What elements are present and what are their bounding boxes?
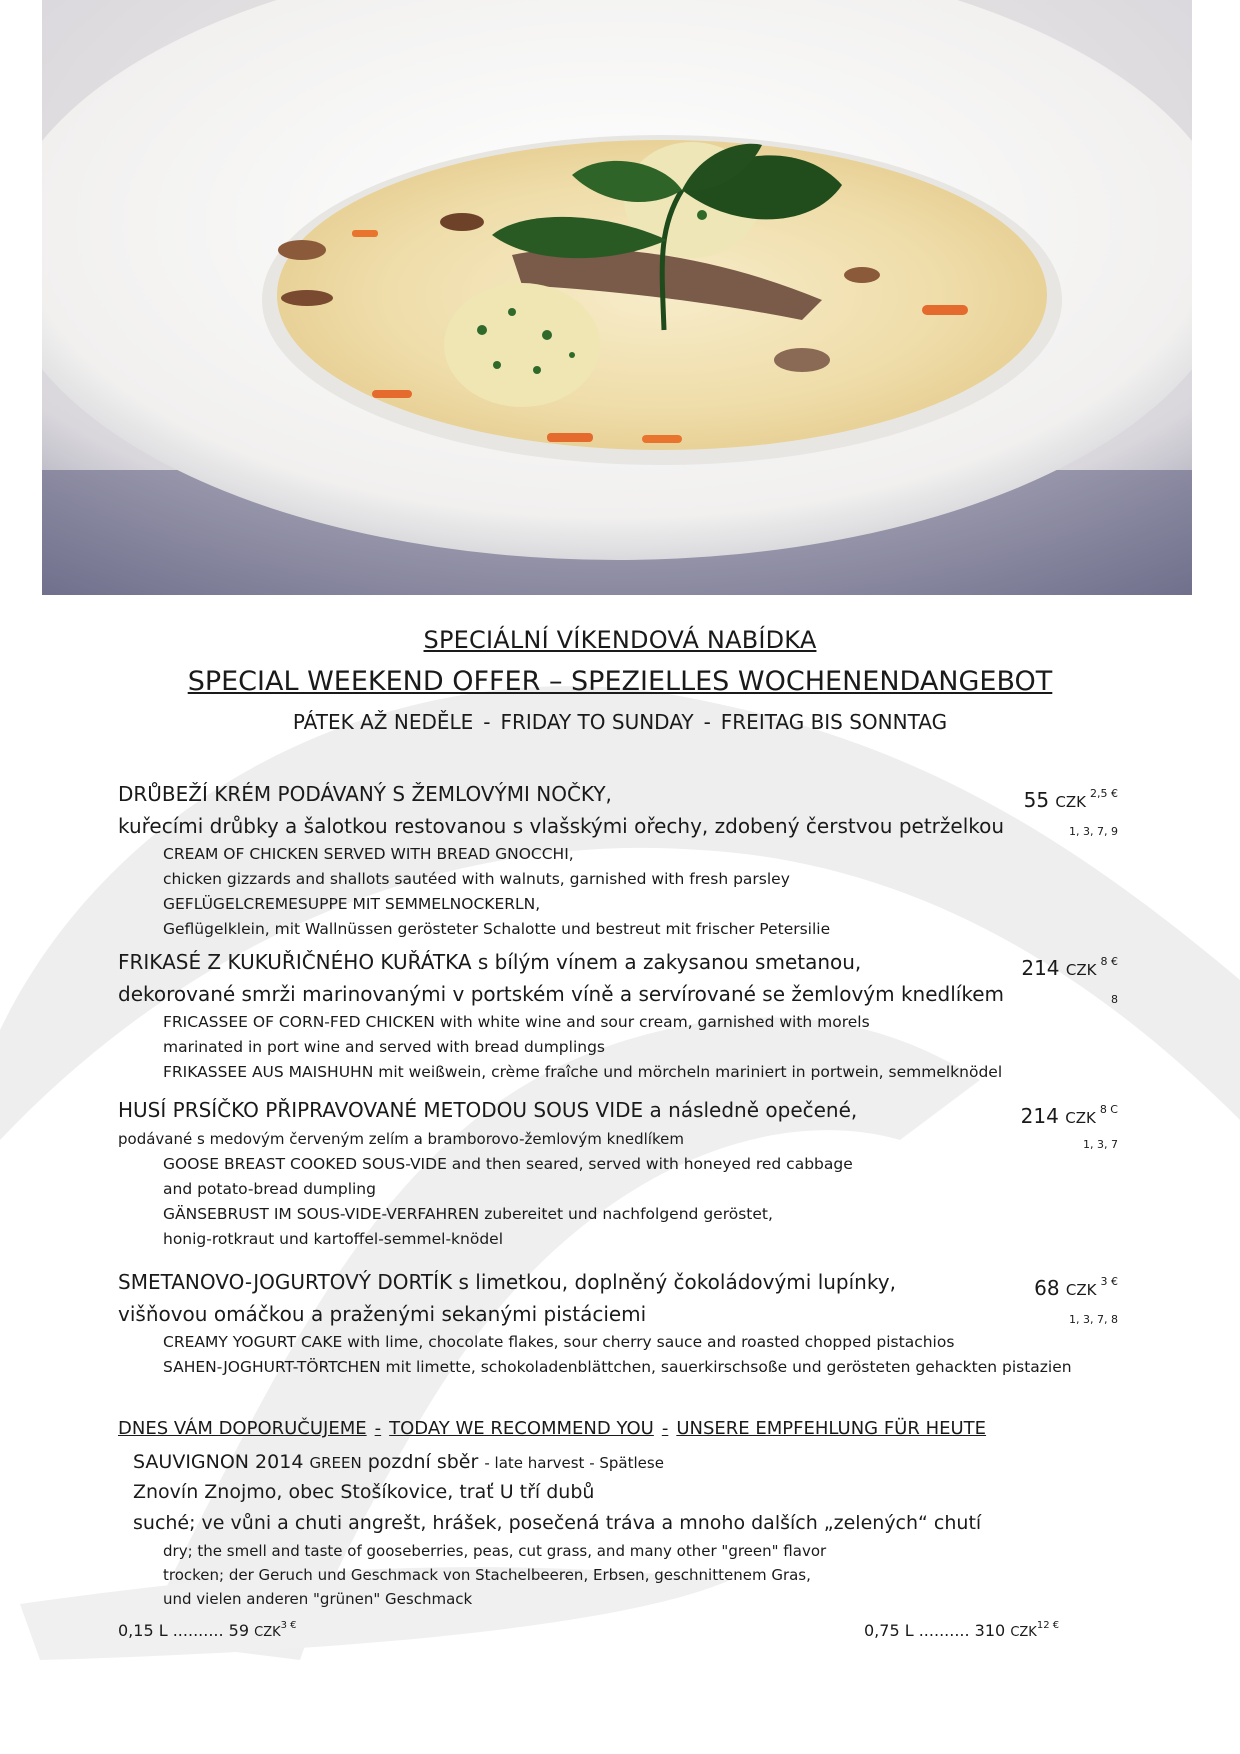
- bottle-price: 0,75 L .......... 310 $CZK^{12 €}$: [864, 1620, 1060, 1640]
- days-de: FREITAG BIS SONNTAG: [720, 710, 948, 734]
- offer-title-en-de: SPECIAL WEEKEND OFFER – SPEZIELLES WOCHENENDANGEBOT: [187, 666, 1053, 697]
- wine-name: SAUVIGNON 2014: [133, 1451, 304, 1473]
- item-translation: SAHEN-JOGHURT-TÖRTCHEN mit limette, schokoladenblättchen, sauerkirschsoße und gerösteten gehackten pistazien: [163, 1358, 1072, 1376]
- item-description-line: dekorované smrži marinovanými v portském víně a servírované se žemlovým knedlíkem 8: [118, 978, 1128, 1010]
- glass-price: 0,15 L .......... 59 $CZK^{3 €}$: [118, 1620, 297, 1640]
- wine-producer: Znovín Znojmo, obec Stošíkovice, trať U tří dubů: [133, 1481, 595, 1503]
- wine-type-en: late harvest: [494, 1454, 585, 1472]
- item-allergens: 1, 3, 7, 9: [1069, 825, 1118, 838]
- wine-type-cz: pozdní sběr: [367, 1451, 479, 1473]
- item-title-line: [118, 946, 1128, 978]
- item-name: FRIKASÉ Z KUKUŘIČNÉHO KUŘÁTKA: [118, 950, 472, 974]
- item-translation: marinated in port wine and served with bread dumplings: [163, 1038, 605, 1056]
- item-price: 55 CZK $^{2,5 €}$: [1023, 787, 1118, 812]
- offer-title-cz: SPECIÁLNÍ VÍKENDOVÁ NABÍDKA: [423, 626, 817, 654]
- wine-taste-cz: suché; ve vůni a chuti angrešt, hrášek, posečená tráva a mnoho dalších „zelených“ chutí: [133, 1512, 982, 1534]
- item-translation: CREAMY YOGURT CAKE with lime, chocolate flakes, sour cherry sauce and roasted chopped pistachios: [163, 1333, 955, 1351]
- item-name: HUSÍ PRSÍČKO PŘIPRAVOVANÉ METODOU SOUS VIDE: [118, 1098, 644, 1122]
- item-price: 214 CZK $^{8 C}$: [1020, 1103, 1118, 1128]
- offer-days: [0, 710, 1240, 734]
- days-separator: -: [483, 710, 491, 734]
- item-description-line: kuřecími drůbky a šalotkou restovanou s vlašskými ořechy, zdobený čerstvou petrželkou 1, 3, 7, 9: [118, 810, 1128, 842]
- item-description-line: višňovou omáčkou a praženými sekanými pistáciemi 1, 3, 7, 8: [118, 1298, 1128, 1330]
- recommendation-heading: DNES VÁM DOPORUČUJEME - TODAY WE RECOMMEND YOU - UNSERE EMPFEHLUNG FÜR HEUTE: [118, 1418, 987, 1439]
- days-en: FRIDAY TO SUNDAY: [500, 710, 694, 734]
- item-translation: GEFLÜGELCREMESUPPE MIT SEMMELNOCKERLN,: [163, 895, 541, 913]
- days-cz: PÁTEK AŽ NEDĚLE: [292, 710, 474, 734]
- item-translation: GÄNSEBRUST IM SOUS-VIDE-VERFAHREN zubereitet und nachfolgend geröstet,: [163, 1205, 773, 1223]
- wine-type-de: Spätlese: [599, 1454, 664, 1472]
- wine-type: GREEN: [309, 1454, 362, 1472]
- item-translation: and potato-bread dumpling: [163, 1180, 376, 1198]
- item-translation: honig-rotkraut und kartoffel-semmel-knödel: [163, 1230, 504, 1248]
- item-description: s limetkou, doplněný čokoládovými lupínky,: [452, 1270, 896, 1294]
- item-allergens: 1, 3, 7: [1083, 1138, 1118, 1151]
- menu-item: [118, 946, 1128, 1085]
- item-price: 68 CZK $^{3 €}$: [1034, 1275, 1118, 1300]
- item-name: DRŮBEŽÍ KRÉM PODÁVANÝ S ŽEMLOVÝMI NOČKY,: [118, 782, 612, 806]
- item-description: s bílým vínem a zakysanou smetanou,: [471, 950, 862, 974]
- menu-item: [118, 1094, 1128, 1252]
- item-allergens: 8: [1111, 993, 1118, 1006]
- item-translation: GOOSE BREAST COOKED SOUS-VIDE and then seared, served with honeyed red cabbage: [163, 1155, 853, 1173]
- item-translation: FRICASSEE OF CORN-FED CHICKEN with white wine and sour cream, garnished with morels: [163, 1013, 870, 1031]
- item-description-line: podávané s medovým červeným zelím a bramborovo-žemlovým knedlíkem 1, 3, 7: [118, 1126, 1128, 1152]
- wine-taste-de: und vielen anderen "grünen" Geschmack: [163, 1590, 473, 1608]
- item-translation: chicken gizzards and shallots sautéed with walnuts, garnished with fresh parsley: [163, 870, 790, 888]
- item-title-line: [118, 1094, 1128, 1126]
- item-price: 214 CZK $^{8 €}$: [1021, 955, 1118, 980]
- wine-taste-en: dry; the smell and taste of gooseberries, peas, cut grass, and many other "green" flavor: [163, 1542, 827, 1560]
- item-translation: CREAM OF CHICKEN SERVED WITH BREAD GNOCCHI,: [163, 845, 574, 863]
- wine-name-line: SAUVIGNON 2014 GREEN pozdní sběr - late harvest - Spätlese: [133, 1451, 664, 1473]
- item-translation: Geflügelklein, mit Wallnüssen gerösteter Schalotte und bestreut mit frischer Petersilie: [163, 920, 831, 938]
- item-description: a následně opečené,: [643, 1098, 858, 1122]
- wine-recommendation: [133, 1447, 1133, 1611]
- item-title-line: [118, 778, 1128, 810]
- item-allergens: 1, 3, 7, 8: [1069, 1313, 1118, 1326]
- days-separator: -: [703, 710, 711, 734]
- wine-taste-de: trocken; der Geruch und Geschmack von Stachelbeeren, Erbsen, geschnittenem Gras,: [163, 1566, 811, 1584]
- menu-item: [118, 1266, 1128, 1380]
- menu-item: [118, 778, 1128, 942]
- item-name: SMETANOVO-JOGURTOVÝ DORTÍK: [118, 1270, 453, 1294]
- item-translation: FRIKASSEE AUS MAISHUHN mit weißwein, crème fraîche und mörcheln mariniert in portwein, semmelknödel: [163, 1063, 1003, 1081]
- item-title-line: [118, 1266, 1128, 1298]
